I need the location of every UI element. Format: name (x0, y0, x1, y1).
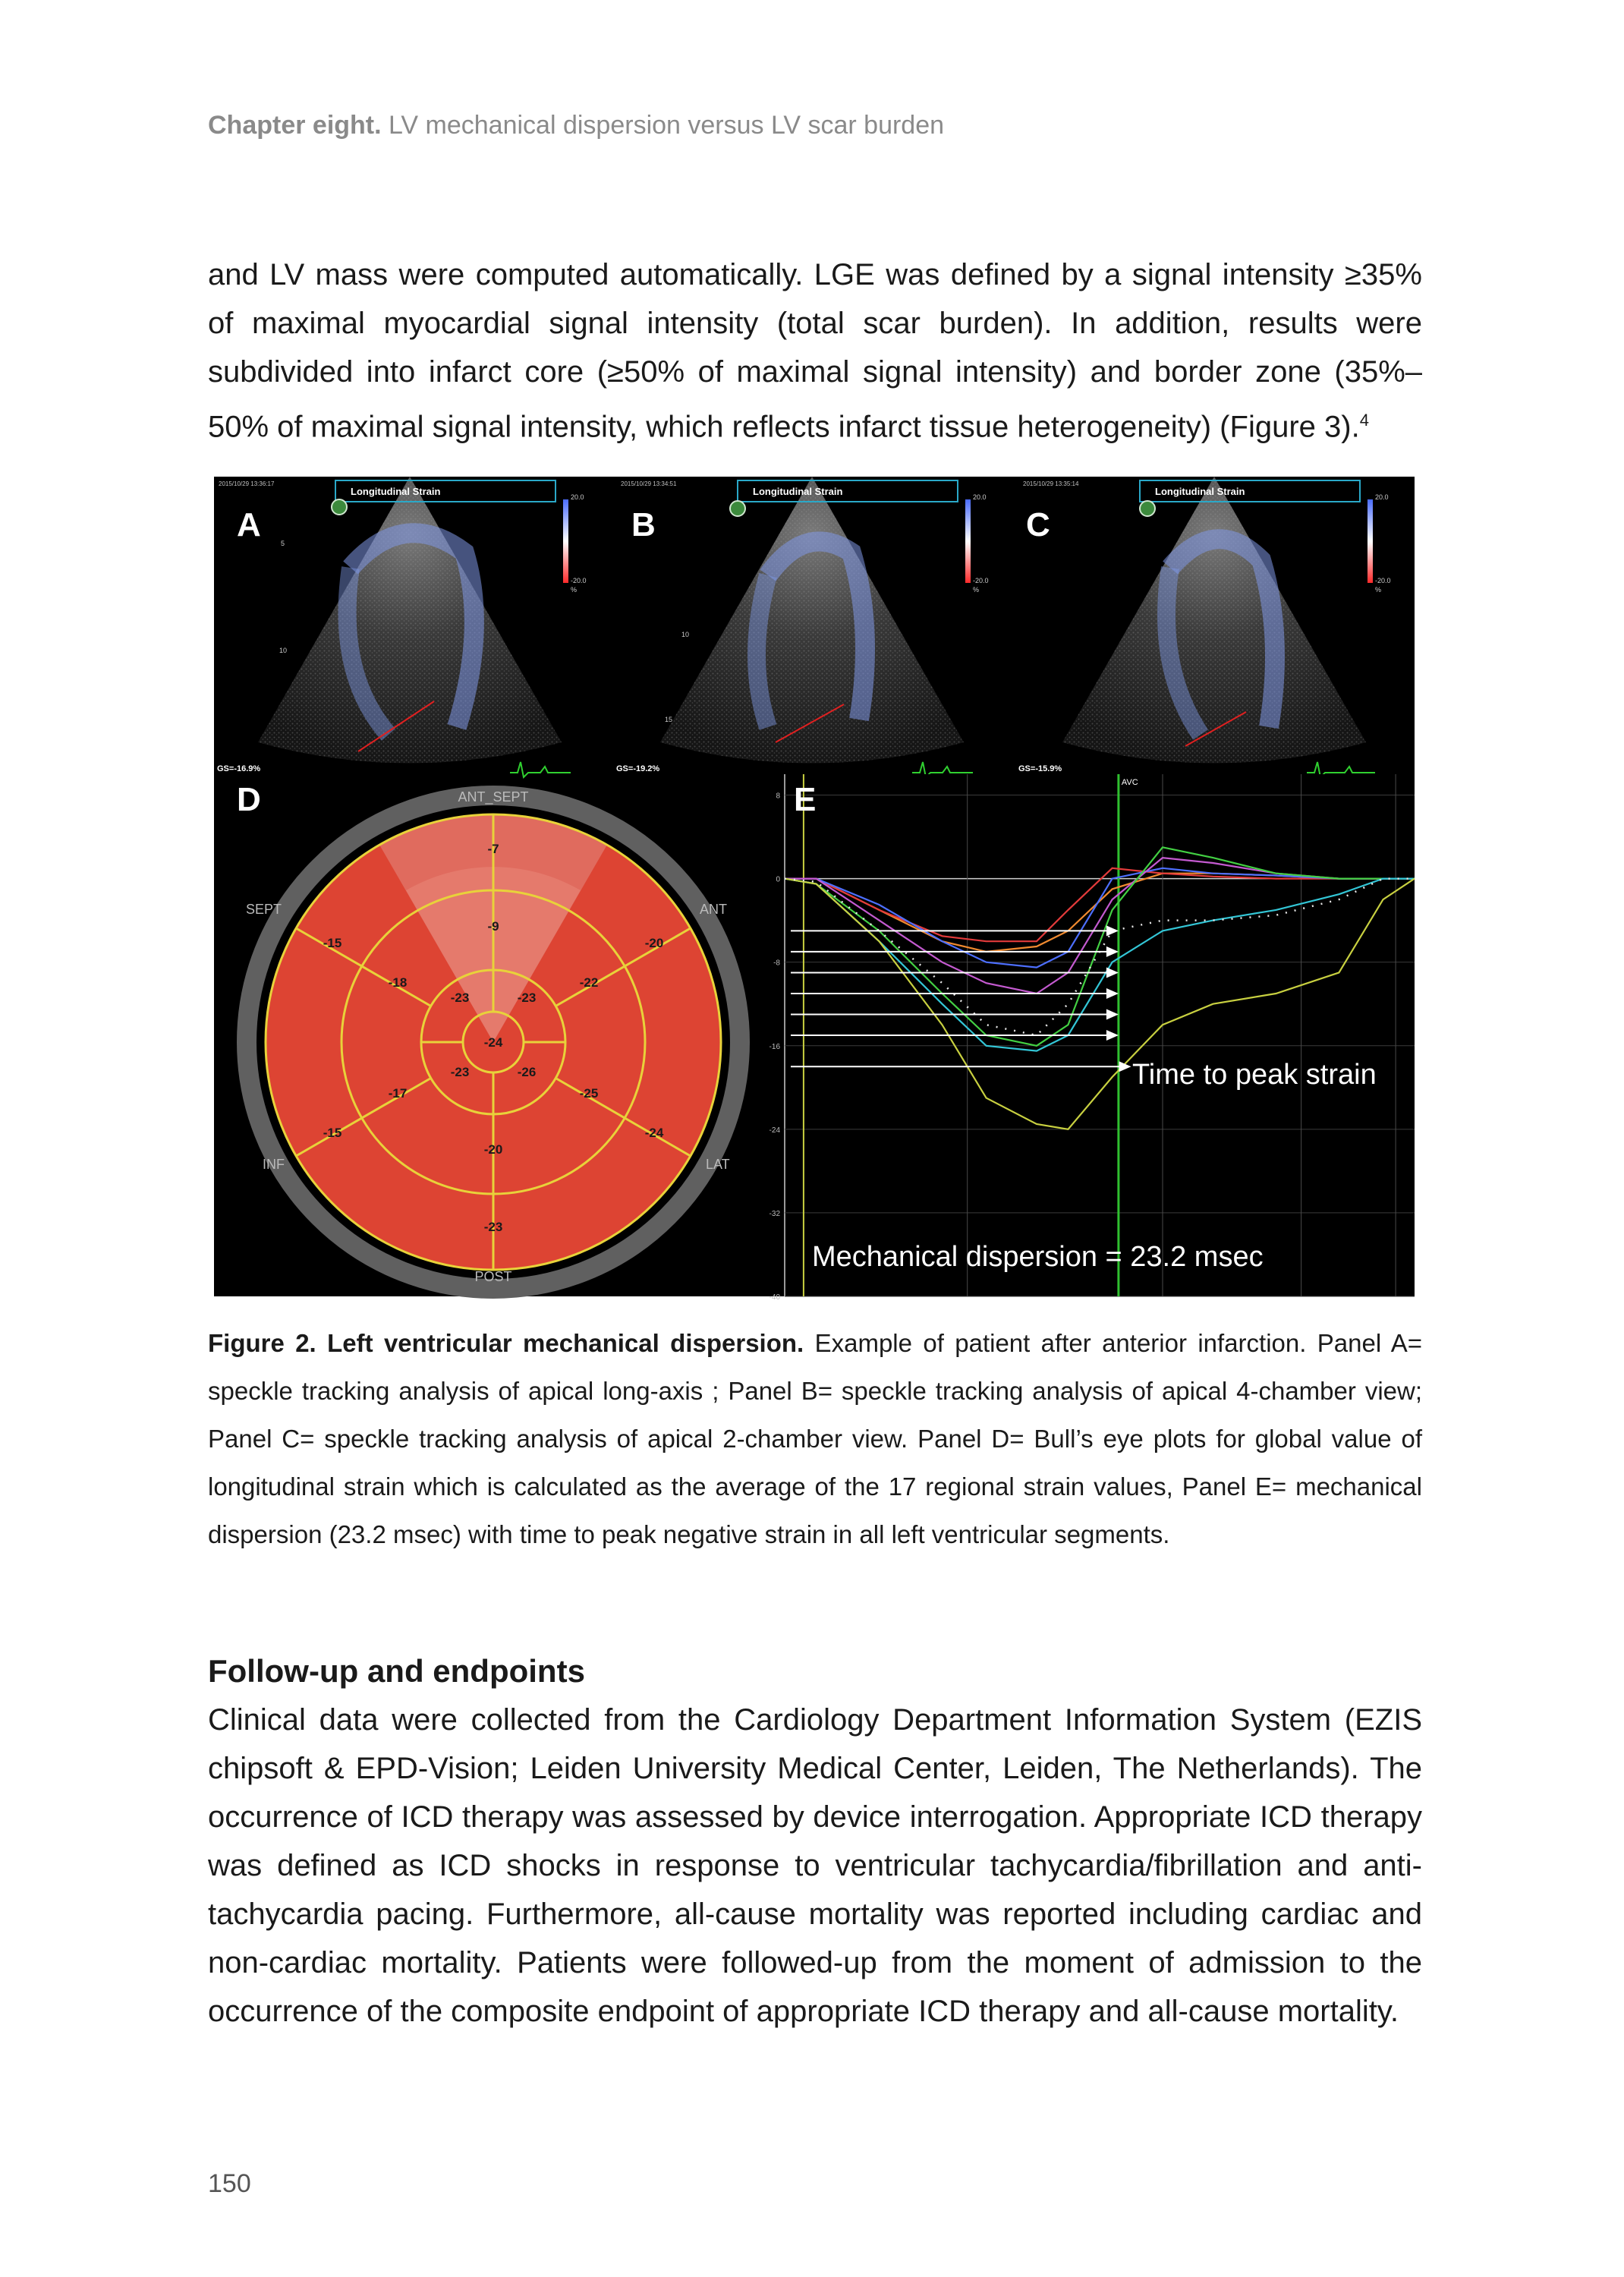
depth-5: 5 (281, 540, 285, 547)
ecg-trace (510, 762, 571, 777)
caption-label: Figure 2. Left ventricular mechanical dispersion. (208, 1329, 804, 1357)
echo-panels (217, 477, 1391, 777)
reference-superscript: 4 (1359, 411, 1369, 430)
scale-unit: % (571, 586, 578, 594)
y-tick-label: -8 (773, 959, 780, 968)
label-lat: LAT (706, 1157, 730, 1172)
color-scale (965, 499, 971, 583)
mid-value-5: -17 (388, 1086, 408, 1101)
avc-label: AVC (1121, 778, 1138, 787)
scale-bottom: -20.0 (571, 577, 587, 584)
basal-value-1: -7 (487, 842, 499, 856)
timestamp: 2015/10/29 13:36:17 (219, 480, 275, 487)
annotation-time-to-peak: Time to peak strain (1132, 1059, 1377, 1091)
y-tick-label: 0 (776, 875, 780, 884)
y-tick-label: -32 (769, 1209, 780, 1218)
section-heading: Follow-up and endpoints (208, 1653, 585, 1689)
scale-unit: % (973, 586, 980, 594)
mid-value-1: -9 (487, 919, 499, 934)
panel-title: Longitudinal Strain (753, 486, 843, 497)
scale-unit: % (1375, 586, 1382, 594)
y-tick-label: -24 (769, 1126, 780, 1135)
panel-title: Longitudinal Strain (351, 486, 441, 497)
mid-value-4: -20 (483, 1142, 503, 1157)
bullseye-plot (237, 781, 740, 1289)
body-paragraph-2: Clinical data were collected from the Cardiology Department Information System (EZIS chipsoft & EPD-Vision; Leiden University Medical Center, Leiden, The Netherlands). The occurrence of ICD therapy was assessed by device interrogation. Appropriate ICD therapy was defined as ICD shocks in response to ventricular tachycardia/fibrillation and anti- tachycardia pacing. Furthermore, all-cause mortality was reported including cardiac and non-cardiac mortality. Patients were followed-up from the moment of admission to the occurrence of the composite endpoint of appropriate ICD therapy and all-cause mortality. (208, 1703, 1422, 2028)
sector-speckle (258, 477, 562, 764)
depth-10: 10 (681, 631, 690, 638)
scale-top: 20.0 (571, 493, 584, 501)
apical-value-3: -26 (517, 1065, 537, 1079)
panel-letter-c: C (1026, 506, 1050, 543)
depth-10: 10 (279, 647, 288, 654)
view-icon (730, 501, 745, 516)
basal-value-2: -20 (644, 936, 664, 950)
panel-letter-b: B (631, 506, 656, 543)
body-paragraph-1 (208, 250, 1422, 451)
caption-text: Example of patient after anterior infarction. Panel A= speckle tracking analysis of apical long-axis ; Panel B= speckle tracking analysis of apical 4-chamber view; Panel C= speckle tracking analysis of apical 2-chamber view. Panel D= Bull’s eye plots for global value of longitudinal strain which is calculated as the average of the 17 regional strain values, Panel E= mechanical dispersion (23.2 msec) with time to peak negative strain in all left ventricular segments. (208, 1329, 1423, 1548)
mid-value-2: -22 (579, 975, 599, 990)
mid-value-6: -18 (388, 975, 408, 990)
global-strain: GS=-15.9% (1018, 764, 1062, 773)
strain-chart (763, 774, 1415, 1302)
panel-letter-a: A (237, 506, 261, 543)
annotation-mechanical-dispersion: Mechanical dispersion = 23.2 msec (812, 1241, 1264, 1273)
chapter-title: LV mechanical dispersion versus LV scar burden (389, 111, 945, 140)
echo-panel-b (616, 477, 989, 777)
label-sept: SEPT (246, 902, 282, 917)
global-strain: GS=-19.2% (616, 764, 660, 773)
color-scale (1367, 499, 1373, 583)
basal-value-3: -24 (644, 1126, 664, 1140)
paragraph-text: and LV mass were computed automatically. LGE was defined by a signal intensity ≥35% of maximal myocardial signal intensity (total scar burden). In addition, results were subdivided into infarct core (≥50% of maximal signal intensity) and border zone (35%–50% of maximal signal intensity, which reflects infarct tissue heterogeneity) (Figure 3). (208, 258, 1422, 444)
basal-value-5: -15 (323, 1126, 342, 1140)
chapter-label: Chapter eight. (208, 111, 382, 140)
apical-value-4: -23 (450, 1065, 470, 1079)
echo-panel-c (1018, 477, 1391, 777)
panel-title: Longitudinal Strain (1155, 486, 1245, 497)
basal-value-4: -23 (483, 1220, 503, 1234)
sector-speckle (1062, 477, 1366, 764)
panel-letter-d: D (237, 781, 261, 818)
scale-top: 20.0 (1375, 493, 1389, 501)
y-tick-label: -40 (769, 1293, 780, 1302)
timestamp: 2015/10/29 13:35:14 (1023, 480, 1079, 487)
scale-bottom: -20.0 (1375, 577, 1391, 584)
label-ant: ANT (700, 902, 727, 917)
figure-svg (214, 477, 1415, 1302)
scale-bottom: -20.0 (973, 577, 989, 584)
page-number: 150 (208, 2169, 251, 2198)
label-inf: INF (263, 1157, 285, 1172)
color-scale (563, 499, 568, 583)
figure-caption (208, 1319, 1422, 1558)
label-post: POST (474, 1269, 512, 1284)
global-strain: GS=-16.9% (217, 764, 261, 773)
y-tick-label: -16 (769, 1042, 780, 1051)
mid-value-3: -25 (579, 1086, 599, 1101)
timestamp: 2015/10/29 13:34:51 (621, 480, 677, 487)
label-ant-sept: ANT_SEPT (458, 789, 529, 805)
running-head (208, 111, 944, 140)
sector-speckle (660, 477, 964, 764)
figure-2 (214, 477, 1415, 1302)
scale-top: 20.0 (973, 493, 987, 501)
echo-panel-a (217, 477, 587, 777)
depth-15: 15 (665, 716, 673, 723)
view-icon (332, 499, 347, 515)
apical-value-2: -23 (517, 990, 537, 1005)
y-tick-label: 8 (776, 792, 780, 801)
view-icon (1140, 501, 1155, 516)
panel-letter-e: E (794, 781, 817, 818)
basal-value-6: -15 (323, 936, 342, 950)
apical-value-1: -23 (450, 990, 470, 1005)
apex-value: -24 (483, 1035, 503, 1050)
